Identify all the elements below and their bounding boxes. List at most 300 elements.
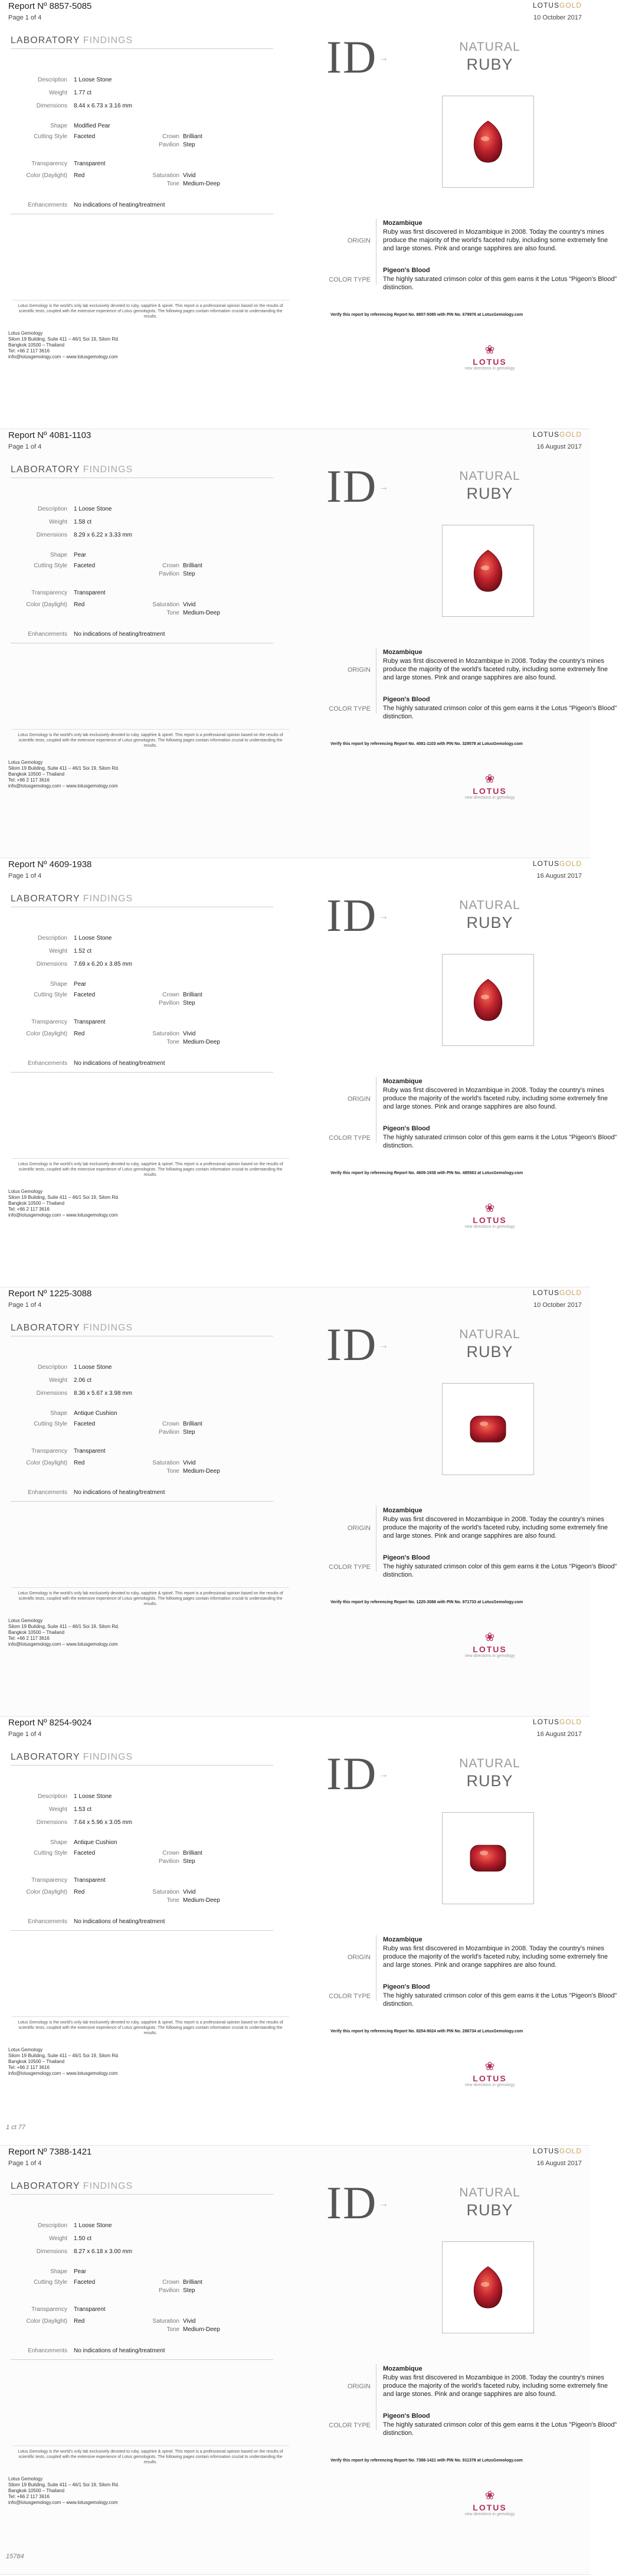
brand-name: LOTUS xyxy=(532,430,559,439)
enhancements-label: Enhancements xyxy=(28,1060,67,1067)
enhancements-value: No indications of heating/treatment xyxy=(74,1489,165,1496)
report-subheader xyxy=(0,14,590,22)
report-number: Report Nº 4609-1938 xyxy=(8,859,92,869)
disclaimer-divider xyxy=(12,2016,289,2017)
report-date: 16 August 2017 xyxy=(536,1731,582,1738)
title-divider xyxy=(11,1765,273,1766)
transparency-value: Transparent xyxy=(74,1448,106,1454)
shape-value: Antique Cushion xyxy=(74,1839,117,1846)
page-indicator: Page 1 of 4 xyxy=(8,872,42,880)
report-header xyxy=(0,2146,590,2159)
lab-title-a: LABORATORY xyxy=(11,1323,80,1333)
cutting-style-value: Faceted xyxy=(74,1421,96,1427)
crown-label: Crown xyxy=(162,563,179,569)
species-heading: RUBY xyxy=(466,2201,513,2219)
id-logo: ID xyxy=(326,1319,378,1370)
lotus-tagline: new directions in gemology xyxy=(464,2083,515,2087)
address-line: Tel: +66 2 117 3616 xyxy=(8,2494,50,2499)
cutting-style-label: Cutting Style xyxy=(34,563,67,569)
handwritten-note: 1 ct 77 xyxy=(6,2124,26,2131)
lab-address xyxy=(8,760,119,789)
report-date: 16 August 2017 xyxy=(536,443,582,450)
color-type-title: Pigeon's Blood xyxy=(383,2412,430,2420)
lab-title-a: LABORATORY xyxy=(11,35,80,45)
cutting-style-label: Cutting Style xyxy=(34,992,67,998)
verify-instructions: Verify this report by referencing Report No. 7388-1421 with PIN No. 911378 at LotusGemology.com xyxy=(330,2459,523,2463)
address-line: Silom 19 Building, Suite 411 – 46/1 Soi 19, Silom Rd. xyxy=(8,2482,119,2487)
color-label: Color (Daylight) xyxy=(26,1460,67,1466)
weight-value: 1.58 ct xyxy=(74,519,92,525)
disclaimer-divider xyxy=(12,729,289,730)
lotus-tagline: new directions in gemology xyxy=(464,2512,515,2516)
address-line: Silom 19 Building, Suite 411 – 46/1 Soi 19, Silom Rd. xyxy=(8,1195,119,1200)
tone-value: Medium-Deep xyxy=(183,1468,220,1475)
brand-name: LOTUS xyxy=(532,1289,559,1297)
description-label: Description xyxy=(37,506,67,512)
tone-label: Tone xyxy=(166,2326,179,2333)
report-page xyxy=(0,858,617,1287)
lab-address xyxy=(8,2476,119,2506)
lotus-logo xyxy=(460,1201,519,1229)
species-heading: RUBY xyxy=(466,485,513,502)
enhancements-value: No indications of heating/treatment xyxy=(74,2348,165,2354)
pavilion-label: Pavilion xyxy=(158,142,179,148)
address-line: Tel: +66 2 117 3616 xyxy=(8,1207,50,1212)
verify-instructions: Verify this report by referencing Report No. 8254-9024 with PIN No. 286734 at LotusGemology.com xyxy=(330,2029,523,2034)
ruby-photo-icon xyxy=(443,2242,533,2333)
weight-value: 1.52 ct xyxy=(74,948,92,954)
color-value: Red xyxy=(74,1889,85,1895)
pavilion-label: Pavilion xyxy=(158,2287,179,2294)
crown-label: Crown xyxy=(162,2279,179,2286)
description-label: Description xyxy=(37,1793,67,1800)
transparency-label: Transparency xyxy=(31,1877,67,1884)
tone-label: Tone xyxy=(166,181,179,187)
lotus-gold-brand xyxy=(533,2147,582,2155)
origin-text: Ruby was first discovered in Mozambique in 2008. Today the country's mines produce the majority of the world's faceted ruby, including some extremely fine and large stones. Pink and orange sapphires are also found. xyxy=(383,658,608,681)
brand-suffix: GOLD xyxy=(559,430,582,439)
lotus-tagline: new directions in gemology xyxy=(464,367,515,371)
cutting-style-value: Faceted xyxy=(74,2279,96,2286)
origin-label: ORIGIN xyxy=(347,1525,371,1532)
saturation-value: Vivid xyxy=(183,1460,196,1466)
report-number: Report Nº 7388-1421 xyxy=(8,2147,92,2157)
weight-label: Weight xyxy=(49,2235,67,2242)
report-page xyxy=(0,429,617,858)
lab-title-a: LABORATORY xyxy=(11,465,80,475)
origin-label: ORIGIN xyxy=(347,666,371,674)
lotus-logo xyxy=(460,772,519,800)
saturation-value: Vivid xyxy=(183,2318,196,2325)
color-type-title: Pigeon's Blood xyxy=(383,1983,430,1990)
lab-title-b: FINDINGS xyxy=(80,2181,133,2191)
description-label: Description xyxy=(37,2222,67,2229)
report-page xyxy=(0,0,617,429)
color-type-title: Pigeon's Blood xyxy=(383,696,430,703)
report-number: Report Nº 8857-5085 xyxy=(8,1,92,11)
natural-heading: NATURAL xyxy=(459,2186,520,2199)
lotus-flower-icon: ❀ xyxy=(484,773,495,786)
report-header xyxy=(0,1717,590,1730)
tone-label: Tone xyxy=(166,1468,179,1475)
lotus-flower-icon: ❀ xyxy=(484,2489,495,2502)
natural-heading: NATURAL xyxy=(459,1328,520,1341)
transparency-label: Transparency xyxy=(31,2306,67,2313)
species-heading: RUBY xyxy=(466,1772,513,1790)
shape-value: Modified Pear xyxy=(74,123,110,129)
pavilion-label: Pavilion xyxy=(158,1858,179,1865)
brand-suffix: GOLD xyxy=(559,2147,582,2155)
lotus-flower-icon: ❀ xyxy=(484,1631,495,1644)
page-indicator: Page 1 of 4 xyxy=(8,2160,42,2167)
report-header xyxy=(0,429,590,442)
color-type-label: COLOR TYPE xyxy=(329,1135,371,1142)
report-subheader xyxy=(0,1302,590,1310)
page-indicator: Page 1 of 4 xyxy=(8,14,42,21)
saturation-value: Vivid xyxy=(183,172,196,179)
saturation-label: Saturation xyxy=(152,172,179,179)
disclaimer-divider xyxy=(12,1158,289,1159)
address-line: Lotus Gemology xyxy=(8,331,43,336)
crown-value: Brilliant xyxy=(183,1850,202,1856)
weight-label: Weight xyxy=(49,948,67,954)
report-date: 10 October 2017 xyxy=(533,1302,582,1309)
dimensions-value: 8.29 x 6.22 x 3.33 mm xyxy=(74,532,132,538)
color-type-label: COLOR TYPE xyxy=(329,1564,371,1571)
weight-value: 2.06 ct xyxy=(74,1377,92,1384)
address-line: Silom 19 Building, Suite 411 – 46/1 Soi 19, Silom Rd. xyxy=(8,336,119,342)
report-subheader xyxy=(0,443,590,452)
verify-instructions: Verify this report by referencing Report No. 4609-1938 with PIN No. 485563 at LotusGemology.com xyxy=(330,1171,523,1175)
color-value: Red xyxy=(74,601,85,608)
id-logo: ID xyxy=(326,460,378,512)
lotus-wordmark: LOTUS xyxy=(473,2074,507,2083)
tone-value: Medium-Deep xyxy=(183,1897,220,1904)
lab-title-a: LABORATORY xyxy=(11,894,80,904)
weight-label: Weight xyxy=(49,1806,67,1813)
address-line: Tel: +66 2 117 3616 xyxy=(8,777,50,783)
crown-value: Brilliant xyxy=(183,992,202,998)
origin-title: Mozambique xyxy=(383,1936,423,1943)
lotus-tagline: new directions in gemology xyxy=(464,796,515,800)
gem-photo xyxy=(442,1812,534,1904)
tone-value: Medium-Deep xyxy=(183,1039,220,1045)
report-page xyxy=(0,1717,617,2146)
weight-label: Weight xyxy=(49,90,67,96)
tone-label: Tone xyxy=(166,1039,179,1045)
address-line: Lotus Gemology xyxy=(8,2476,43,2482)
gem-photo xyxy=(442,954,534,1046)
brand-suffix: GOLD xyxy=(559,1289,582,1297)
lotus-gold-brand xyxy=(533,430,582,439)
origin-title: Mozambique xyxy=(383,649,423,656)
title-divider xyxy=(11,2194,273,2195)
arrow-right-icon: → xyxy=(379,911,388,921)
species-heading: RUBY xyxy=(466,55,513,73)
transparency-label: Transparency xyxy=(31,1448,67,1454)
lab-address xyxy=(8,2047,119,2077)
gem-photo xyxy=(442,96,534,188)
address-line: info@lotusgemology.com – www.lotusgemology.com xyxy=(8,783,118,789)
origin-label: ORIGIN xyxy=(347,2383,371,2390)
dimensions-value: 7.69 x 6.20 x 3.85 mm xyxy=(74,961,132,967)
dimensions-label: Dimensions xyxy=(36,532,67,538)
crown-value: Brilliant xyxy=(183,1421,202,1427)
lotus-flower-icon: ❀ xyxy=(484,344,495,357)
dimensions-value: 8.27 x 6.18 x 3.00 mm xyxy=(74,2248,132,2255)
disclaimer-text: Lotus Gemology is the world's only lab exclusively devoted to ruby, sapphire & spinel. This report is a professional opinion based on the results of scientific tests, coupled with the extensive experience of Lotus gemologists. The following pages contain information crucial to understanding the results. xyxy=(18,2450,283,2464)
saturation-label: Saturation xyxy=(152,2318,179,2325)
transparency-label: Transparency xyxy=(31,1019,67,1025)
address-line: Bangkok 10500 – Thailand xyxy=(8,2059,65,2064)
gem-photo xyxy=(442,1383,534,1475)
saturation-label: Saturation xyxy=(152,1460,179,1466)
tone-value: Medium-Deep xyxy=(183,2326,220,2333)
pavilion-value: Step xyxy=(183,1429,195,1436)
lab-title-b: FINDINGS xyxy=(80,894,133,904)
color-type-text: The highly saturated crimson color of this gem earns it the Lotus "Pigeon's Blood" distinction. xyxy=(383,705,617,720)
color-type-label: COLOR TYPE xyxy=(329,276,371,283)
address-line: Tel: +66 2 117 3616 xyxy=(8,1636,50,1641)
report-header xyxy=(0,858,590,871)
natural-heading: NATURAL xyxy=(459,898,520,912)
cutting-style-value: Faceted xyxy=(74,992,96,998)
color-type-label: COLOR TYPE xyxy=(329,705,371,712)
address-line: info@lotusgemology.com – www.lotusgemology.com xyxy=(8,2071,118,2076)
pavilion-value: Step xyxy=(183,2287,195,2294)
color-type-text: The highly saturated crimson color of this gem earns it the Lotus "Pigeon's Blood" distinction. xyxy=(383,1992,617,2008)
crown-value: Brilliant xyxy=(183,133,202,140)
lab-title-b: FINDINGS xyxy=(80,35,133,45)
brand-suffix: GOLD xyxy=(559,859,582,868)
lab-title-b: FINDINGS xyxy=(80,1323,133,1333)
cutting-style-label: Cutting Style xyxy=(34,2279,67,2286)
dimensions-value: 7.64 x 5.96 x 3.05 mm xyxy=(74,1819,132,1826)
brand-name: LOTUS xyxy=(532,2147,559,2155)
crown-value: Brilliant xyxy=(183,563,202,569)
ruby-photo-icon xyxy=(443,1384,533,1475)
origin-title: Mozambique xyxy=(383,2365,423,2372)
weight-value: 1.50 ct xyxy=(74,2235,92,2242)
handwritten-note: 15784 xyxy=(6,2553,24,2560)
address-line: Lotus Gemology xyxy=(8,760,43,765)
report-date: 16 August 2017 xyxy=(536,2160,582,2167)
saturation-label: Saturation xyxy=(152,1889,179,1895)
findings-divider xyxy=(11,1072,273,1073)
cutting-style-label: Cutting Style xyxy=(34,1850,67,1856)
gem-photo xyxy=(442,2241,534,2333)
arrow-right-icon: → xyxy=(379,1341,388,1351)
lotus-wordmark: LOTUS xyxy=(473,1215,507,1225)
lab-title-b: FINDINGS xyxy=(80,1752,133,1762)
id-logo: ID xyxy=(326,2177,378,2228)
report-number: Report Nº 1225-3088 xyxy=(8,1289,92,1299)
report-date: 16 August 2017 xyxy=(536,872,582,880)
origin-text: Ruby was first discovered in Mozambique in 2008. Today the country's mines produce the majority of the world's faceted ruby, including some extremely fine and large stones. Pink and orange sapphires are also found. xyxy=(383,1516,608,1539)
tone-value: Medium-Deep xyxy=(183,610,220,616)
page-indicator: Page 1 of 4 xyxy=(8,1302,42,1309)
origin-title: Mozambique xyxy=(383,1507,423,1514)
address-line: info@lotusgemology.com – www.lotusgemology.com xyxy=(8,1212,118,1218)
report-page xyxy=(0,2146,617,2575)
saturation-label: Saturation xyxy=(152,1031,179,1037)
cutting-style-value: Faceted xyxy=(74,1850,96,1856)
description-label: Description xyxy=(37,935,67,942)
ruby-photo-icon xyxy=(443,96,533,187)
brand-name: LOTUS xyxy=(532,1718,559,1726)
lab-findings-title xyxy=(11,1752,133,1763)
enhancements-value: No indications of heating/treatment xyxy=(74,631,165,638)
gem-photo xyxy=(442,525,534,617)
address-line: Bangkok 10500 – Thailand xyxy=(8,772,65,777)
title-divider xyxy=(11,48,273,49)
crown-label: Crown xyxy=(162,1421,179,1427)
crown-label: Crown xyxy=(162,133,179,140)
color-label: Color (Daylight) xyxy=(26,172,67,179)
transparency-value: Transparent xyxy=(74,1877,106,1884)
crown-label: Crown xyxy=(162,992,179,998)
lab-title-a: LABORATORY xyxy=(11,1752,80,1762)
transparency-value: Transparent xyxy=(74,1019,106,1025)
origin-title: Mozambique xyxy=(383,1078,423,1085)
color-type-title: Pigeon's Blood xyxy=(383,267,430,274)
pavilion-value: Step xyxy=(183,1858,195,1865)
dimensions-label: Dimensions xyxy=(36,1819,67,1826)
species-heading: RUBY xyxy=(466,914,513,931)
cutting-style-value: Faceted xyxy=(74,563,96,569)
address-line: Lotus Gemology xyxy=(8,1618,43,1623)
page-indicator: Page 1 of 4 xyxy=(8,443,42,450)
arrow-right-icon: → xyxy=(379,482,388,492)
crown-label: Crown xyxy=(162,1850,179,1856)
origin-text: Ruby was first discovered in Mozambique in 2008. Today the country's mines produce the majority of the world's faceted ruby, including some extremely fine and large stones. Pink and orange sapphires are also found. xyxy=(383,1945,608,1969)
report-header xyxy=(0,1287,590,1300)
transparency-label: Transparency xyxy=(31,590,67,596)
pavilion-value: Step xyxy=(183,1000,195,1006)
cutting-style-label: Cutting Style xyxy=(34,1421,67,1427)
disclaimer-text: Lotus Gemology is the world's only lab exclusively devoted to ruby, sapphire & spinel. This report is a professional opinion based on the results of scientific tests, coupled with the extensive experience of Lotus gemologists. The following pages contain information crucial to understanding the results. xyxy=(18,2021,283,2035)
brand-name: LOTUS xyxy=(532,859,559,868)
cutting-style-label: Cutting Style xyxy=(34,133,67,140)
lotus-gold-brand xyxy=(533,1289,582,1297)
lotus-logo xyxy=(460,1630,519,1658)
enhancements-value: No indications of heating/treatment xyxy=(74,1060,165,1067)
id-logo: ID xyxy=(326,890,378,941)
description-value: 1 Loose Stone xyxy=(74,1364,112,1371)
crown-value: Brilliant xyxy=(183,2279,202,2286)
verify-instructions: Verify this report by referencing Report No. 8857-5085 with PIN No. 679976 at LotusGemology.com xyxy=(330,313,523,317)
lab-findings-title xyxy=(11,35,133,46)
species-heading: RUBY xyxy=(466,1343,513,1361)
disclaimer-divider xyxy=(12,1587,289,1588)
pavilion-label: Pavilion xyxy=(158,1000,179,1006)
enhancements-label: Enhancements xyxy=(28,1918,67,1925)
id-logo: ID xyxy=(326,1748,378,1799)
color-type-title: Pigeon's Blood xyxy=(383,1554,430,1561)
dimensions-value: 8.44 x 6.73 x 3.16 mm xyxy=(74,103,132,109)
saturation-value: Vivid xyxy=(183,1889,196,1895)
weight-label: Weight xyxy=(49,519,67,525)
lotus-tagline: new directions in gemology xyxy=(464,1225,515,1229)
address-line: Silom 19 Building, Suite 411 – 46/1 Soi 19, Silom Rd. xyxy=(8,766,119,771)
report-subheader xyxy=(0,872,590,881)
origin-title: Mozambique xyxy=(383,220,423,227)
lotus-wordmark: LOTUS xyxy=(473,357,507,367)
shape-value: Pear xyxy=(74,2268,87,2275)
disclaimer-text: Lotus Gemology is the world's only lab exclusively devoted to ruby, sapphire & spinel. This report is a professional opinion based on the results of scientific tests, coupled with the extensive experience of Lotus gemologists. The following pages contain information crucial to understanding the results. xyxy=(18,733,283,748)
findings-divider xyxy=(11,1501,273,1502)
shape-label: Shape xyxy=(50,123,67,129)
tone-label: Tone xyxy=(166,610,179,616)
dimensions-label: Dimensions xyxy=(36,2248,67,2255)
lotus-flower-icon: ❀ xyxy=(484,1202,495,1215)
transparency-label: Transparency xyxy=(31,161,67,167)
lab-findings-title xyxy=(11,2181,133,2192)
lotus-wordmark: LOTUS xyxy=(473,1645,507,1654)
findings-divider xyxy=(11,2359,273,2360)
lotus-logo xyxy=(460,2488,519,2516)
disclaimer-text: Lotus Gemology is the world's only lab exclusively devoted to ruby, sapphire & spinel. This report is a professional opinion based on the results of scientific tests, coupled with the extensive experience of Lotus gemologists. The following pages contain information crucial to understanding the results. xyxy=(18,1591,283,1606)
color-label: Color (Daylight) xyxy=(26,601,67,608)
origin-label: ORIGIN xyxy=(347,1954,371,1961)
shape-value: Antique Cushion xyxy=(74,1410,117,1417)
dimensions-label: Dimensions xyxy=(36,103,67,109)
dimensions-label: Dimensions xyxy=(36,961,67,967)
weight-label: Weight xyxy=(49,1377,67,1384)
address-line: info@lotusgemology.com – www.lotusgemology.com xyxy=(8,1642,118,1647)
dimensions-value: 8.36 x 5.67 x 3.98 mm xyxy=(74,1390,132,1397)
color-value: Red xyxy=(74,1460,85,1466)
color-type-text: The highly saturated crimson color of this gem earns it the Lotus "Pigeon's Blood" distinction. xyxy=(383,1563,617,1578)
lab-findings-title xyxy=(11,1323,133,1333)
origin-label: ORIGIN xyxy=(347,1096,371,1103)
natural-heading: NATURAL xyxy=(459,1757,520,1770)
address-line: info@lotusgemology.com – www.lotusgemology.com xyxy=(8,354,118,359)
tone-label: Tone xyxy=(166,1897,179,1904)
shape-value: Pear xyxy=(74,552,87,558)
description-value: 1 Loose Stone xyxy=(74,506,112,512)
pavilion-value: Step xyxy=(183,142,195,148)
report-subheader xyxy=(0,1731,590,1739)
ruby-photo-icon xyxy=(443,1813,533,1904)
address-line: Bangkok 10500 – Thailand xyxy=(8,1630,65,1635)
address-line: Silom 19 Building, Suite 411 – 46/1 Soi 19, Silom Rd. xyxy=(8,2053,119,2058)
lab-findings-title xyxy=(11,894,133,904)
color-value: Red xyxy=(74,2318,85,2325)
lotus-wordmark: LOTUS xyxy=(473,786,507,796)
findings-divider xyxy=(11,1930,273,1931)
address-line: Bangkok 10500 – Thailand xyxy=(8,342,65,348)
saturation-value: Vivid xyxy=(183,601,196,608)
address-line: Lotus Gemology xyxy=(8,2047,43,2052)
shape-label: Shape xyxy=(50,552,67,558)
color-value: Red xyxy=(74,1031,85,1037)
report-header xyxy=(0,0,590,13)
lotus-logo xyxy=(460,2059,519,2087)
ruby-photo-icon xyxy=(443,525,533,616)
shape-value: Pear xyxy=(74,981,87,988)
disclaimer-text: Lotus Gemology is the world's only lab exclusively devoted to ruby, sapphire & spinel. This report is a professional opinion based on the results of scientific tests, coupled with the extensive experience of Lotus gemologists. The following pages contain information crucial to understanding the results. xyxy=(18,1162,283,1177)
disclaimer-text: Lotus Gemology is the world's only lab exclusively devoted to ruby, sapphire & spinel. This report is a professional opinion based on the results of scientific tests, coupled with the extensive experience of Lotus gemologists. The following pages contain information crucial to understanding the results. xyxy=(18,304,283,319)
address-line: info@lotusgemology.com – www.lotusgemology.com xyxy=(8,2500,118,2505)
verify-instructions: Verify this report by referencing Report No. 1225-3088 with PIN No. 971733 at LotusGemology.com xyxy=(330,1600,523,1604)
page-indicator: Page 1 of 4 xyxy=(8,1731,42,1738)
arrow-right-icon: → xyxy=(379,1770,388,1780)
address-line: Bangkok 10500 – Thailand xyxy=(8,1201,65,1206)
lab-address xyxy=(8,1618,119,1647)
lotus-gold-brand xyxy=(533,1,582,9)
report-number: Report Nº 4081-1103 xyxy=(8,430,91,440)
